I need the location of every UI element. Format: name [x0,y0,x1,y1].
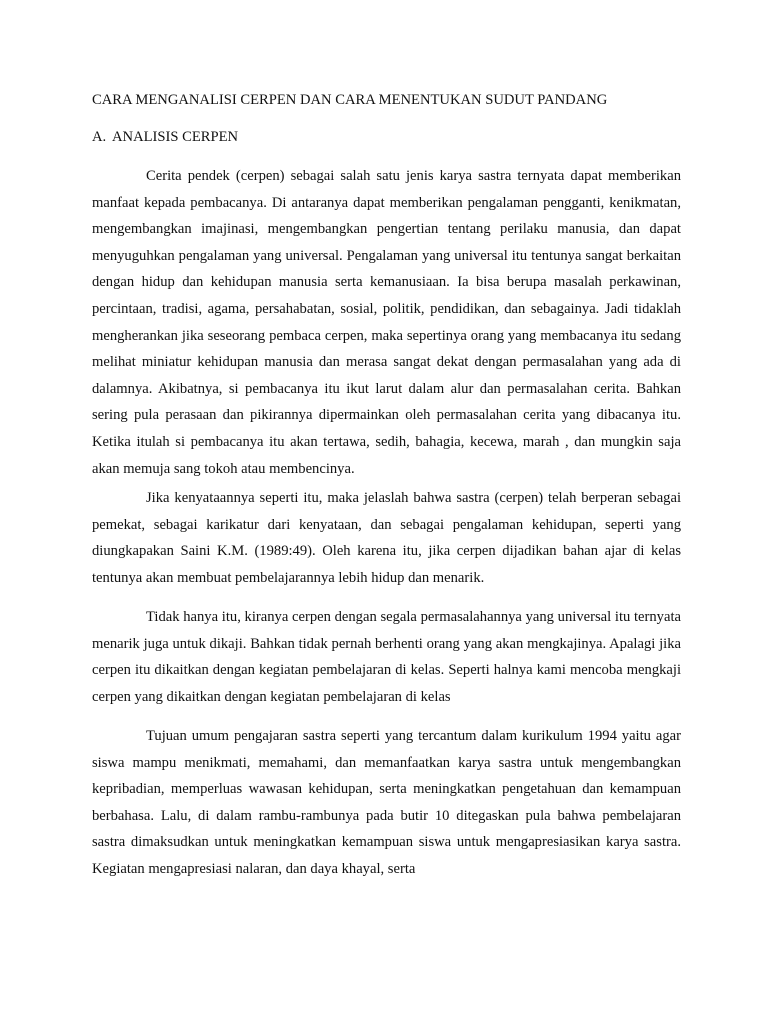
paragraph-4: Tujuan umum pengajaran sastra seperti yang tercantum dalam kurikulum 1994 yaitu agar siswa mampu menikmati, memahami, dan memanfaatkan karya sastra untuk mengembangkan kepribadian, memperluas wawasan kehidupan, serta meningkatkan pengetahuan dan kemampuan berbahasa. Lalu, di dalam rambu-rambunya pada butir 10 ditegaskan pula bahwa pembelajaran sastra dimaksudkan untuk meningkatkan kemampuan siswa untuk mengapresiasikan karya sastra. Kegiatan mengapresiasi nalaran, dan daya khayal, serta [92,728,681,877]
paragraph-3: Tidak hanya itu, kiranya cerpen dengan segala permasalahannya yang universal itu ternyata menarik juga untuk dikaji. Bahkan tidak pernah berhenti orang yang akan mengkajinya. Apalagi jika cerpen itu dikaitkan dengan kegiatan pembelajaran di kelas. Seperti halnya kami mencoba mengkaji cerpen yang dikaitkan dengan kegiatan pembelajaran di kelas [92,609,681,705]
document-title: CARA MENGANALISI CERPEN DAN CARA MENENTUKAN SUDUT PANDANG [92,92,608,108]
section-heading [92,127,238,147]
paragraph-2: Jika kenyataannya seperti itu, maka jelaslah bahwa sastra (cerpen) telah berperan sebagai pemekat, sebagai karikatur dari kenyataan, dan sebagai pengalaman kehidupan, seperti yang diungkapakan Saini K.M. (1989:49). Oleh karena itu, jika cerpen dijadikan bahan ajar di kelas tentunya akan membuat pembelajarannya lebih hidup dan menarik. [92,490,681,586]
paragraph-1: Cerita pendek (cerpen) sebagai salah satu jenis karya sastra ternyata dapat memberikan manfaat kepada pembacanya. Di antaranya dapat memberikan pengalaman pengganti, kenikmatan, mengembangkan imajinasi, mengembangkan pengertian tentang perilaku manusia, dan dapat menyuguhkan pengalaman yang universal. Pengalaman yang universal itu tentunya sangat berkaitan dengan hidup dan kehidupan manusia serta kemanusiaan. Ia bisa berupa masalah perkawinan, percintaan, tradisi, agama, persahabatan, sosial, politik, pendidikan, dan sebagainya. Jadi tidaklah mengherankan jika seseorang pembaca cerpen, maka sepertinya orang yang membacanya itu sedang melihat miniatur kehidupan manusia dan merasa sangat dekat dengan permasalahan yang ada di dalamnya. Akibatnya, si pembacanya itu ikut larut dalam alur dan permasalahan cerita. Bahkan sering pula perasaan dan pikirannya dipermainkan oleh permasalahan cerita yang dibacanya itu. Ketika itulah si pembacanya itu akan tertawa, sedih, bahagia, kecewa, marah , dan mungkin saja akan memuja sang tokoh atau membencinya. [92,168,681,477]
section-number: A. [92,129,107,145]
section-heading-text: ANALISIS CERPEN [112,129,239,145]
